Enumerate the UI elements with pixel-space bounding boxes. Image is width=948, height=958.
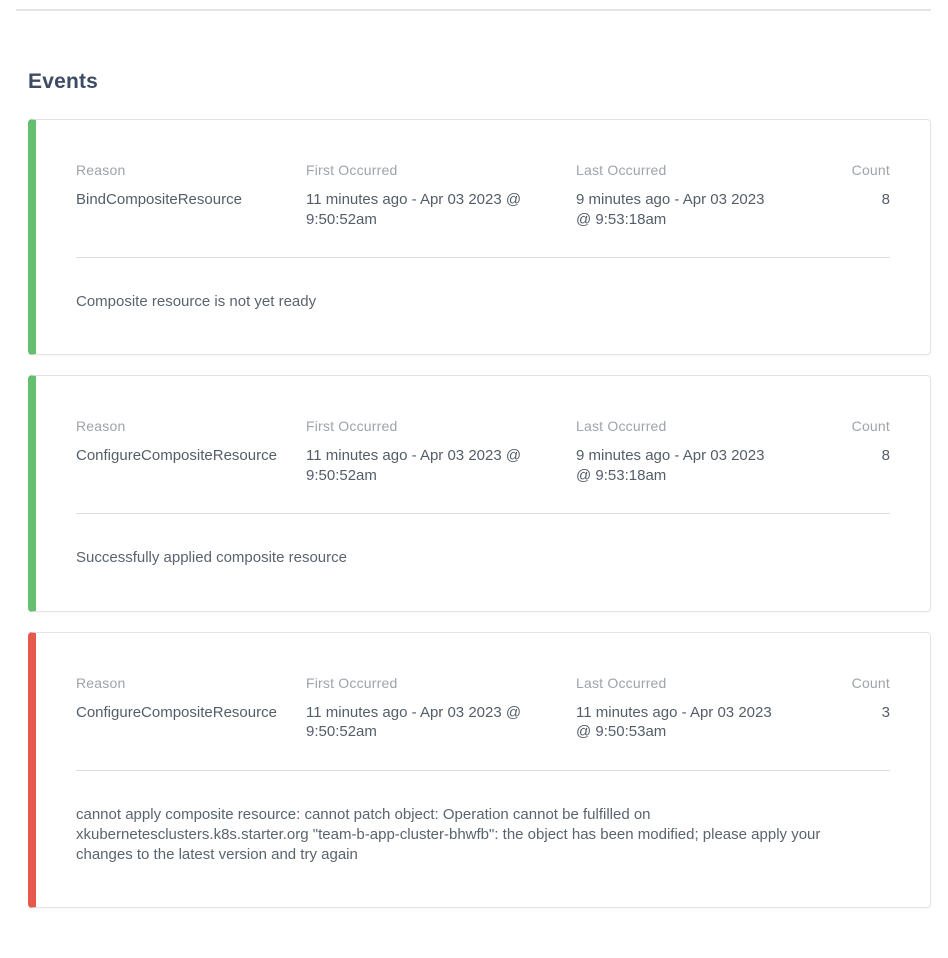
event-message: Successfully applied composite resource [76,549,347,567]
event-reason: ConfigureCompositeResource [76,703,277,721]
event-message: Composite resource is not yet ready [76,293,317,310]
event-count: 8 [881,447,890,465]
event-card-content [36,120,930,354]
event-table-value-row [76,434,890,514]
column-header-first-occurred: First Occurred [306,674,398,691]
events-list [28,119,931,908]
event-table-value-row [76,691,890,771]
event-table-header-row [76,376,890,434]
event-card-content [36,376,930,610]
event-count: 3 [881,703,890,721]
event-count: 8 [881,191,890,208]
events-page [0,9,948,958]
column-header-reason: Reason [76,418,126,435]
event-card-content [36,633,930,908]
event-reason: ConfigureCompositeResource [76,447,277,465]
event-first-occurred: 11 minutes ago - Apr 03 2023 @ 9:50:52am [306,447,522,484]
event-message: cannot apply composite resource: cannot patch object: Operation cannot be fulfilled on xkubernetesclusters.k8s.starter.org "team-b-app-cluster-bhwfb": the object has been modified; please apply your changes to the latest version and try again [76,805,821,863]
column-header-count: Count [851,162,890,178]
event-first-occurred: 11 minutes ago - Apr 03 2023 @ 9:50:52am [306,703,522,740]
column-header-count: Count [851,674,890,691]
event-reason: BindCompositeResource [76,191,242,208]
top-divider [16,9,931,11]
event-last-occurred: 11 minutes ago - Apr 03 2023 @ 9:50:53am [576,703,772,740]
column-header-reason: Reason [76,162,126,178]
event-card-success [28,375,931,611]
column-header-first-occurred: First Occurred [306,162,398,178]
event-table-header-row [76,120,890,178]
column-header-first-occurred: First Occurred [306,418,398,435]
event-card-success [28,119,931,355]
event-table-value-row [76,178,890,258]
event-first-occurred: 11 minutes ago - Apr 03 2023 @ 9:50:52am [306,191,522,228]
event-last-occurred: 9 minutes ago - Apr 03 2023 @ 9:53:18am [576,191,765,228]
column-header-last-occurred: Last Occurred [576,674,667,691]
event-last-occurred: 9 minutes ago - Apr 03 2023 @ 9:53:18am [576,447,765,484]
column-header-last-occurred: Last Occurred [576,162,667,178]
event-card-error [28,632,931,909]
column-header-last-occurred: Last Occurred [576,418,667,435]
column-header-count: Count [851,418,890,435]
column-header-reason: Reason [76,674,126,691]
event-table-header-row [76,633,890,691]
page-title: Events [28,70,99,93]
